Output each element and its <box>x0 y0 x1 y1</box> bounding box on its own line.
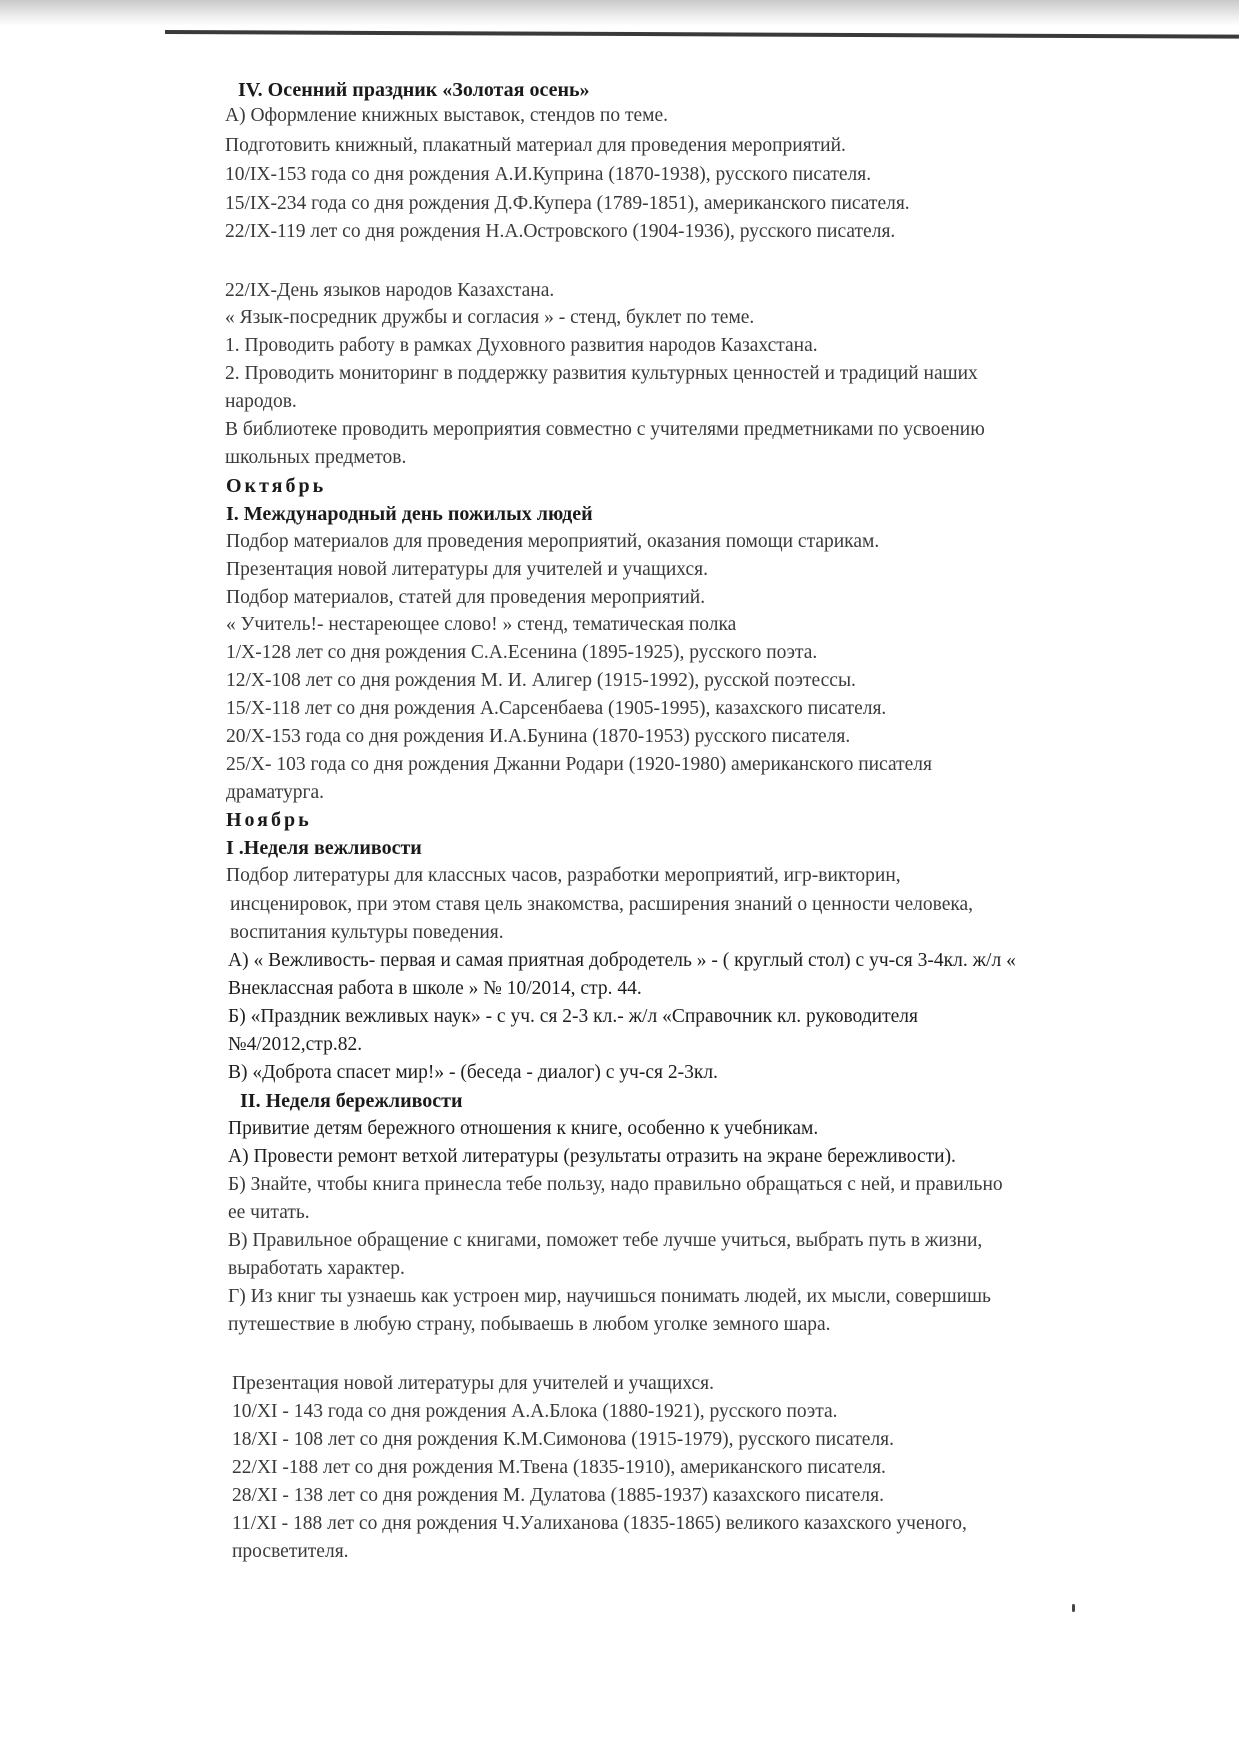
anniversary-line: 20/X-153 года со дня рождения И.А.Бунина (1870-1953) русского писателя. <box>226 726 851 747</box>
anniversary-line: 15/X-118 лет со дня рождения А.Сарсенбаева (1905-1995), казахского писателя. <box>226 698 887 719</box>
paragraph-line: Привитие детям бережного отношения к книге, особенно к учебникам. <box>228 1118 819 1139</box>
anniversary-line: 12/X-108 лет со дня рождения М. И. Алигер (1915-1992), русской поэтессы. <box>226 670 856 691</box>
section-heading-autumn-festival: IV. Осенний праздник «Золотая осень» <box>238 79 590 101</box>
activity-item: В) Правильное обращение с книгами, поможет тебе лучше учиться, выбрать путь в жизни, <box>228 1230 983 1251</box>
paragraph-line: Презентация новой литературы для учителей и учащихся. <box>232 1373 714 1394</box>
activity-item: №4/2012,стр.82. <box>228 1034 363 1055</box>
paragraph-line: Презентация новой литературы для учителей и учащихся. <box>226 559 708 580</box>
paragraph-line: народов. <box>225 391 297 412</box>
paragraph-line: драматурга. <box>226 782 324 803</box>
anniversary-line: 10/XI - 143 года со дня рождения А.А.Блока (1880-1921), русского поэта. <box>232 1401 838 1422</box>
paragraph-line: « Язык-посредник дружбы и согласия » - стенд, буклет по теме. <box>225 307 755 328</box>
paragraph-line: школьных предметов. <box>225 447 407 468</box>
section-heading-politeness-week: I .Неделя вежливости <box>226 837 422 859</box>
section-heading-elderly-day: I. Международный день пожилых людей <box>226 503 593 525</box>
paragraph-line: « Учитель!- нестареющее слово! » стенд, тематическая полка <box>226 614 737 635</box>
paragraph-line: воспитания культуры поведения. <box>230 922 504 943</box>
activity-item: Б) «Праздник вежливых наук» - с уч. ся 2-3 кл.- ж/л «Справочник кл. руководителя <box>228 1006 918 1027</box>
paragraph-line: Подбор материалов, статей для проведения мероприятий. <box>226 587 706 608</box>
anniversary-line: 22/IX-119 лет со дня рождения Н.А.Островского (1904-1936), русского писателя. <box>225 221 896 242</box>
paragraph-line: просветителя. <box>232 1541 349 1562</box>
paragraph-line: инсценировок, при этом ставя цель знакомства, расширения знаний о ценности человека, <box>230 894 974 915</box>
paragraph-line: 22/IX-День языков народов Казахстана. <box>225 280 555 301</box>
activity-item: Внеклассная работа в школе » № 10/2014, стр. 44. <box>228 978 642 999</box>
activity-item: А) Провести ремонт ветхой литературы (результаты отразить на экране бережливости). <box>228 1146 956 1167</box>
paragraph-line: В библиотеке проводить мероприятия совместно с учителями предметниками по усвоению <box>225 419 985 440</box>
month-heading-october: Октябрь <box>226 475 327 497</box>
paragraph-line: выработать характер. <box>228 1258 405 1279</box>
anniversary-line: 11/XI - 188 лет со дня рождения Ч.Уалиханова (1835-1865) великого казахского ученого, <box>232 1513 967 1534</box>
anniversary-line: 22/XI -188 лет со дня рождения М.Твена (1835-1910), американского писателя. <box>232 1457 886 1478</box>
section-heading-thrift-week: II. Неделя бережливости <box>240 1090 463 1112</box>
paragraph-line: А) Оформление книжных выставок, стендов по теме. <box>225 105 669 126</box>
anniversary-line: 15/IX-234 года со дня рождения Д.Ф.Купера (1789-1851), американского писателя. <box>225 193 910 214</box>
paragraph-line: Подготовить книжный, плакатный материал для проведения мероприятий. <box>225 135 846 156</box>
anniversary-line: 10/IX-153 года со дня рождения А.И.Куприна (1870-1938), русского писателя. <box>225 164 872 185</box>
activity-item: Г) Из книг ты узнаешь как устроен мир, научишься понимать людей, их мысли, совершишь <box>228 1286 991 1307</box>
anniversary-line: 28/XI - 138 лет со дня рождения М. Дулатова (1885-1937) казахского писателя. <box>232 1485 884 1506</box>
anniversary-line: 18/XI - 108 лет со дня рождения К.М.Симонова (1915-1979), русского писателя. <box>232 1429 895 1450</box>
activity-item: А) « Вежливость- первая и самая приятная добродетель » - ( круглый стол) с уч-ся 3-4кл. ж/л « <box>228 950 1016 971</box>
paragraph-line: ее читать. <box>228 1202 310 1223</box>
scan-speck <box>1072 1604 1075 1612</box>
activity-item: В) «Доброта спасет мир!» - (беседа - диалог) с уч-ся 2-3кл. <box>228 1062 718 1083</box>
month-heading-november: Ноябрь <box>226 809 312 831</box>
paragraph-line: путешествие в любую страну, побываешь в любом уголке земного шара. <box>228 1314 831 1335</box>
activity-item: Б) Знайте, чтобы книга принесла тебе пользу, надо правильно обращаться с ней, и правильно <box>228 1174 1003 1195</box>
list-item: 1. Проводить работу в рамках Духовного развития народов Казахстана. <box>225 335 818 356</box>
paragraph-line: Подбор литературы для классных часов, разработки мероприятий, игр-викторин, <box>226 865 901 886</box>
anniversary-line: 1/X-128 лет со дня рождения С.А.Есенина (1895-1925), русского поэта. <box>226 642 818 663</box>
list-item: 2. Проводить мониторинг в поддержку развития культурных ценностей и традиций наших <box>225 363 978 384</box>
anniversary-line: 25/X- 103 года со дня рождения Джанни Родари (1920-1980) американского писателя <box>226 754 932 775</box>
paragraph-line: Подбор материалов для проведения мероприятий, оказания помощи старикам. <box>226 531 880 552</box>
